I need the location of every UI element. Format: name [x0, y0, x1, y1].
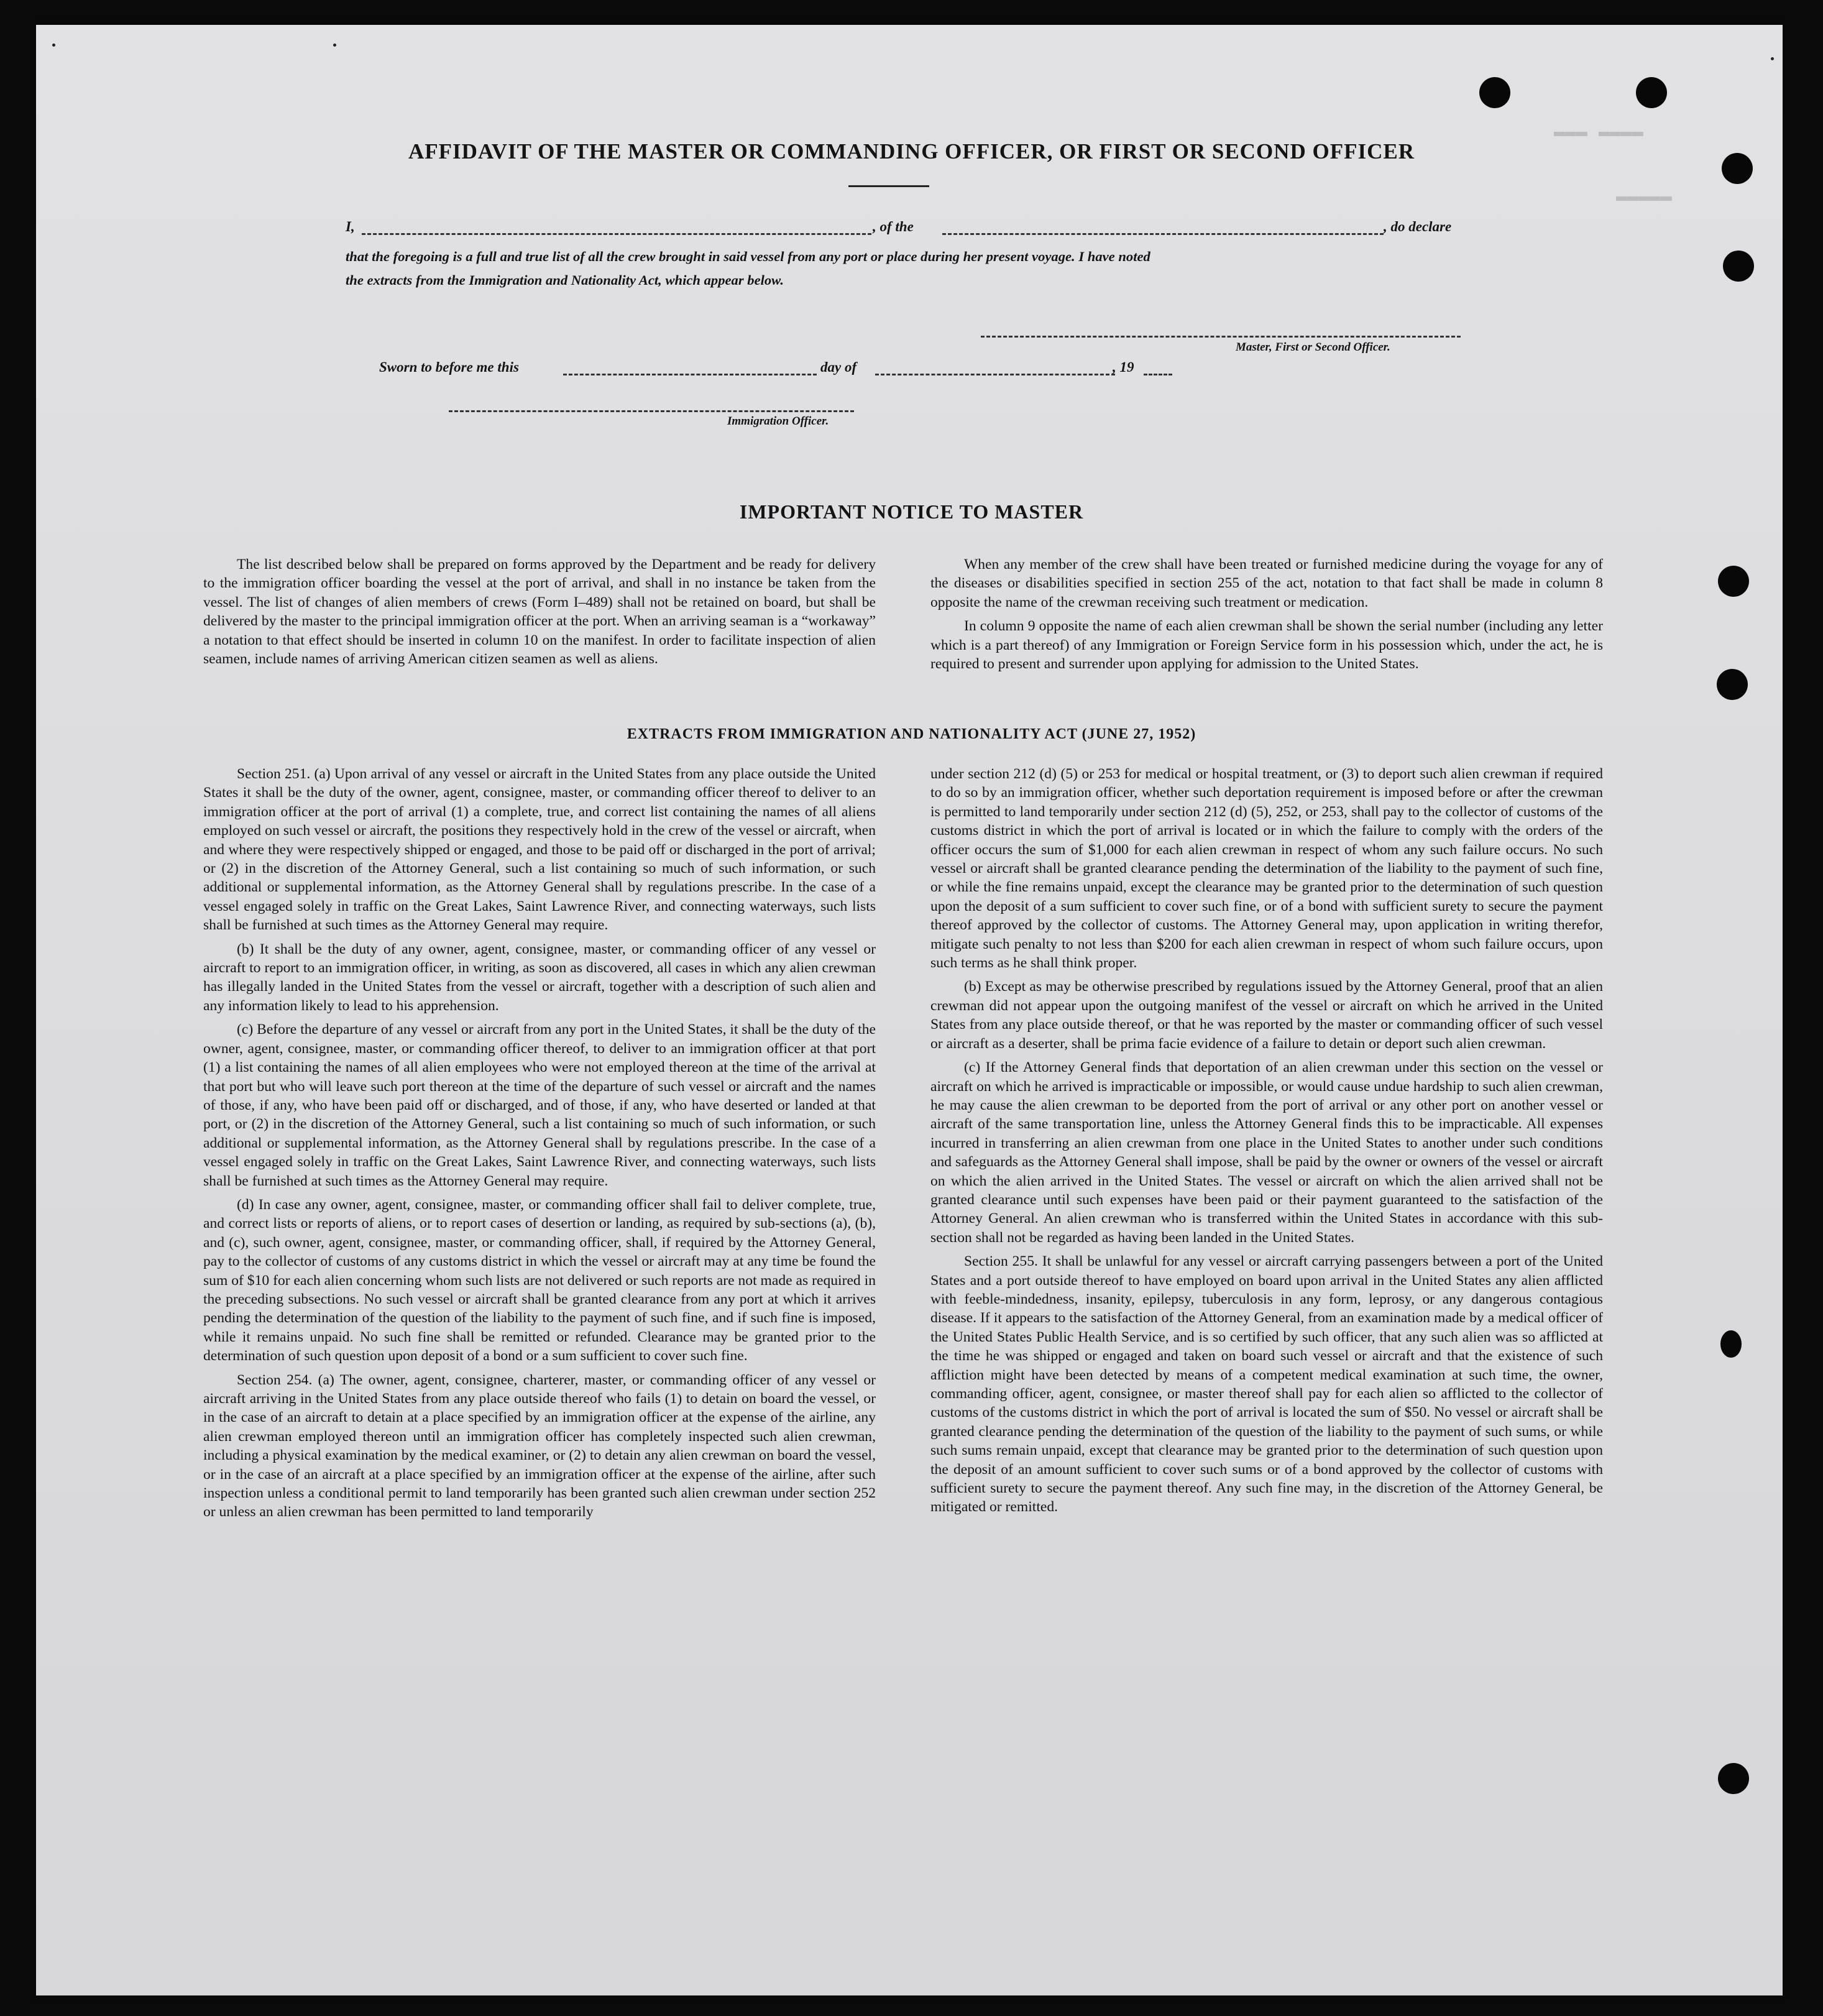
binder-hole: [1479, 77, 1510, 108]
binder-hole: [1723, 251, 1754, 282]
master-signature-field[interactable]: [981, 336, 1461, 338]
vessel-name-field[interactable]: [942, 233, 1384, 235]
binder-hole: [1718, 566, 1749, 597]
sworn-day-of: day of: [820, 359, 857, 375]
notice-right-paragraph-1: When any member of the crew shall have been treated or furnished medicine during the voyage for any of the diseases or disabilities specified in section 255 of the act, notation to that fact shall be made in column 8 opposite the name of the crewman receiving such treatment or medication.: [930, 556, 1603, 610]
master-caption: Master, First or Second Officer.: [1236, 341, 1390, 354]
extracts-title: EXTRACTS FROM IMMIGRATION AND NATIONALITY ACT (JUNE 27, 1952): [627, 726, 1196, 742]
extracts-right-column: [930, 765, 1603, 1522]
sworn-month-field[interactable]: [875, 374, 1115, 375]
sworn-year-field[interactable]: [1144, 374, 1172, 375]
notice-right-column: [930, 555, 1603, 678]
section-254-c: (c) If the Attorney General finds that deportation of an alien crewman under this section on the vessel or aircraft on which he arrived is impracticable or impossible, or would cause undue hardship to such alien crewman, he may cause the alien crewman to be deported from the port of arrival or any other port on another vessel or aircraft of the same transportation line, unless the Attorney General finds this to be impracticable. All expenses incurred in transferring an alien crewman from one place in the United States to another under such conditions and safeguards as the Attorney General shall impose, shall be paid by the owner or owners of the vessel or aircraft on which the alien arrived in the United States. The vessel or aircraft on which the alien arrived shall not be granted clearance until such expenses have been paid or their payment guaranteed to the satisfaction of the Attorney General. An alien crewman who is transferred within the United States in accordance with this sub-section shall not be regarded as having been landed in the United States.: [930, 1059, 1603, 1246]
notice-left-column: [203, 555, 876, 673]
section-254-b: (b) Except as may be otherwise prescribed by regulations issued by the Attorney General, proof that an alien crewman did not appear upon the outgoing manifest of the vessel or aircraft on which he arrived in the United States from any place outside thereof, or that he was reported by the master or commanding officer of such vessel or aircraft as a deserter, shall be prima facie evidence of a failure to detain or deport such alien crewman.: [930, 978, 1603, 1052]
speck: [52, 44, 55, 47]
declarant-name-field[interactable]: [362, 233, 871, 235]
notice-left-paragraph: The list described below shall be prepared on forms approved by the Department and be ready for delivery to the immigration officer boarding the vessel at the port of arrival, and shall in no instance be taken from the vessel. The list of changes of alien members of crews (Form I–489) shall not be retained on board, but shall be delivered by the master to the principal immigration officer at the port. When an arriving seaman is a “workaway” a notation to that effect should be inserted in column 10 on the manifest. In order to facilitate inspection of alien seamen, include names of arriving American citizen seamen as well as aliens.: [203, 556, 876, 668]
section-255: Section 255. It shall be unlawful for any vessel or aircraft carrying passengers between a port of the United States and a port outside thereof to have employed on board upon arrival in the United States any alien afflicted with feeble-mindedness, insanity, epilepsy, tuberculosis in any form, leprosy, or any dangerous contagious disease. If it appears to the satisfaction of the Attorney General, from an examination made by a medical officer of the United States Public Health Service, and is so certified by such officer, that any such alien was so afflicted at the time he was shipped or engaged and taken on board such vessel or aircraft and that the existence of such affliction might have been detected by means of a competent medical examination at such time, the owner, commanding officer, agent, consignee, or master thereof shall pay for each alien so afflicted to the collector of customs of the customs district in which the port of arrival is located the sum of $50. No vessel or aircraft shall be granted clearance pending the determination of the question of the liability to the payment of such sums, or while such sums remain unpaid, except that clearance may be granted prior to the determination of such question upon the deposit of an amount sufficient to cover such sums or of a bond approved by the collector of customs with sufficient surety to secure the payment thereof. Any such fine may, in the discretion of the Attorney General, be mitigated or remitted.: [930, 1253, 1603, 1516]
notice-right-paragraph-2: In column 9 opposite the name of each alien crewman shall be shown the serial number (including any letter which is a part thereof) of any Immigration or Foreign Service form in his possession which, under the act, he is required to present and surrender upon applying for admission to the United States.: [930, 618, 1603, 673]
affidavit-title: AFFIDAVIT OF THE MASTER OR COMMANDING OFFICER, OR FIRST OR SECOND OFFICER: [408, 139, 1415, 163]
title-rule: [848, 185, 929, 187]
extracts-left-column: [203, 765, 876, 1527]
sworn-prefix: Sworn to before me this: [379, 359, 519, 375]
officer-caption: Immigration Officer.: [727, 415, 829, 428]
notice-title: IMPORTANT NOTICE TO MASTER: [739, 500, 1084, 523]
bleed-through: ▬▬▬ ▬▬▬▬: [1554, 122, 1644, 143]
officer-signature-field[interactable]: [449, 410, 854, 412]
sworn-day-field[interactable]: [563, 374, 817, 375]
section-254-a: Section 254. (a) The owner, agent, consignee, charterer, master, or commanding officer of any vessel or aircraft arriving in the United States from any place outside thereof who fails (1) to detain on board the vessel, or in the case of an aircraft to detain at a place specified by an immigration officer at the expense of the airline, any alien crewman employed thereon until an immigration officer has completely inspected such alien crewman, including a physical examination by the medical examiner, or (2) to detain any alien crewman on board the vessel, or in the case of an aircraft at a place specified by an immigration officer at the expense of the airline, after such inspection unless a conditional permit to land temporarily has been granted such alien crewman under section 252 or unless an alien crewman has been permitted to land temporarily: [203, 1371, 876, 1521]
section-251-d: (d) In case any owner, agent, consignee, master, or commanding officer shall fail to deliver complete, true, and correct lists or reports of aliens, or to report cases of desertion or landing, as required by sub-sections (a), (b), and (c), such owner, agent, consignee, master, or commanding officer, shall, if required by the Attorney General, pay to the collector of customs of any customs district in which the vessel or aircraft may at any time be found the sum of $10 for each alien concerning whom such lists are not delivered or such reports are not made as required in the preceding subsections. No such vessel or aircraft shall be granted clearance from any port at which it arrives pending the determination of the question of the liability to the payment of such fine, and if such fine is imposed, while it remains unpaid. No such fine shall be remitted or refunded. Clearance may be granted prior to the determination of such question upon deposit of a bond or a sum sufficient to cover such fine.: [203, 1196, 876, 1365]
vessel-prefix: , of the: [873, 219, 914, 234]
section-254-a-cont: under section 212 (d) (5) or 253 for medical or hospital treatment, or (3) to deport such alien crewman if required to do so by an immigration officer, whether such deportation requirement is imposed before or after the crewman is permitted to land temporarily under section 212 (d) (5), 252, or 253, shall pay to the collector of customs of the customs district in which the port of arrival is located or in which the failure to comply with the orders of the officer occurs the sum of $1,000 for each alien crewman in respect of whom any such failure occurs. No such vessel or aircraft shall be granted clearance pending the determination of the liability to the payment of such fine, or while the fine remains unpaid, except the clearance may be granted prior to the determination of such question upon the deposit of a sum sufficient to cover such fine, or of a bond with sufficient surety to secure the payment thereof approved by the collector of customs. The Attorney General may, upon application in writing therefor, mitigate such penalty to not less than $200 for each alien crewman in respect of whom such failure occurs, upon such terms as he shall think proper.: [930, 766, 1603, 972]
binder-hole: [1720, 1330, 1742, 1358]
declare-suffix: , do declare: [1384, 219, 1452, 234]
binder-hole: [1636, 77, 1667, 108]
bleed-through: ▬▬▬▬▬: [1616, 186, 1673, 208]
binder-hole: [1718, 1763, 1749, 1794]
speck: [333, 44, 336, 47]
declarant-prefix: I,: [346, 219, 355, 234]
section-251-c: (c) Before the departure of any vessel or aircraft from any port in the United States, it shall be the duty of the owner, agent, consignee, master, or commanding officer thereof, to deliver to an immigration officer at that port (1) a list containing the names of all alien employees who were not employed thereon at the time of the arrival at that port but who will leave such port thereon at the time of the departure of such vessel or aircraft and the names of those, if any, who have been paid off or discharged, and of those, if any, who have deserted or landed at that port, or (2) in the discretion of the Attorney General, such a list containing so much of such information, or such additional or supplemental information, as the Attorney General shall by regulations prescribe. In the case of a vessel engaged solely in traffic on the Great Lakes, Saint Lawrence River, and connecting waterways, such lists shall be furnished at such times as the Attorney General may require.: [203, 1021, 876, 1189]
section-251-b: (b) It shall be the duty of any owner, agent, consignee, master, or commanding officer of any vessel or aircraft to report to an immigration officer, in writing, as soon as discovered, all cases in which any alien crewman has illegally landed in the United States from the vessel or aircraft, together with a description of such alien and any information likely to lead to his apprehension.: [203, 941, 876, 1014]
section-251-a: Section 251. (a) Upon arrival of any vessel or aircraft in the United States from any place outside the United States it shall be the duty of the owner, agent, consignee, master, or commanding officer thereof to deliver to an immigration officer at the port of arrival (1) a complete, true, and correct list containing the names of all aliens employed on such vessel or aircraft, the positions they respectively hold in the crew of the vessel or aircraft, when and where they were respectively shipped or engaged, and those to be paid off or discharged in the port of arrival; or (2) in the discretion of the Attorney General, such a list containing so much of such information, or such additional or supplemental information, as the Attorney General shall by regulations prescribe. In the case of a vessel engaged solely in traffic on the Great Lakes, Saint Lawrence River, and connecting waterways, such lists shall be furnished at such times as the Attorney General may require.: [203, 766, 876, 934]
affidavit-line-2: that the foregoing is a full and true list of all the crew brought in said vessel from any port or place during her present voyage. I have noted: [346, 249, 1150, 264]
binder-hole: [1717, 669, 1748, 700]
sworn-year-prefix: , 19: [1113, 359, 1134, 375]
speck: [1771, 57, 1774, 60]
affidavit-line-3: the extracts from the Immigration and Nationality Act, which appear below.: [346, 272, 784, 288]
